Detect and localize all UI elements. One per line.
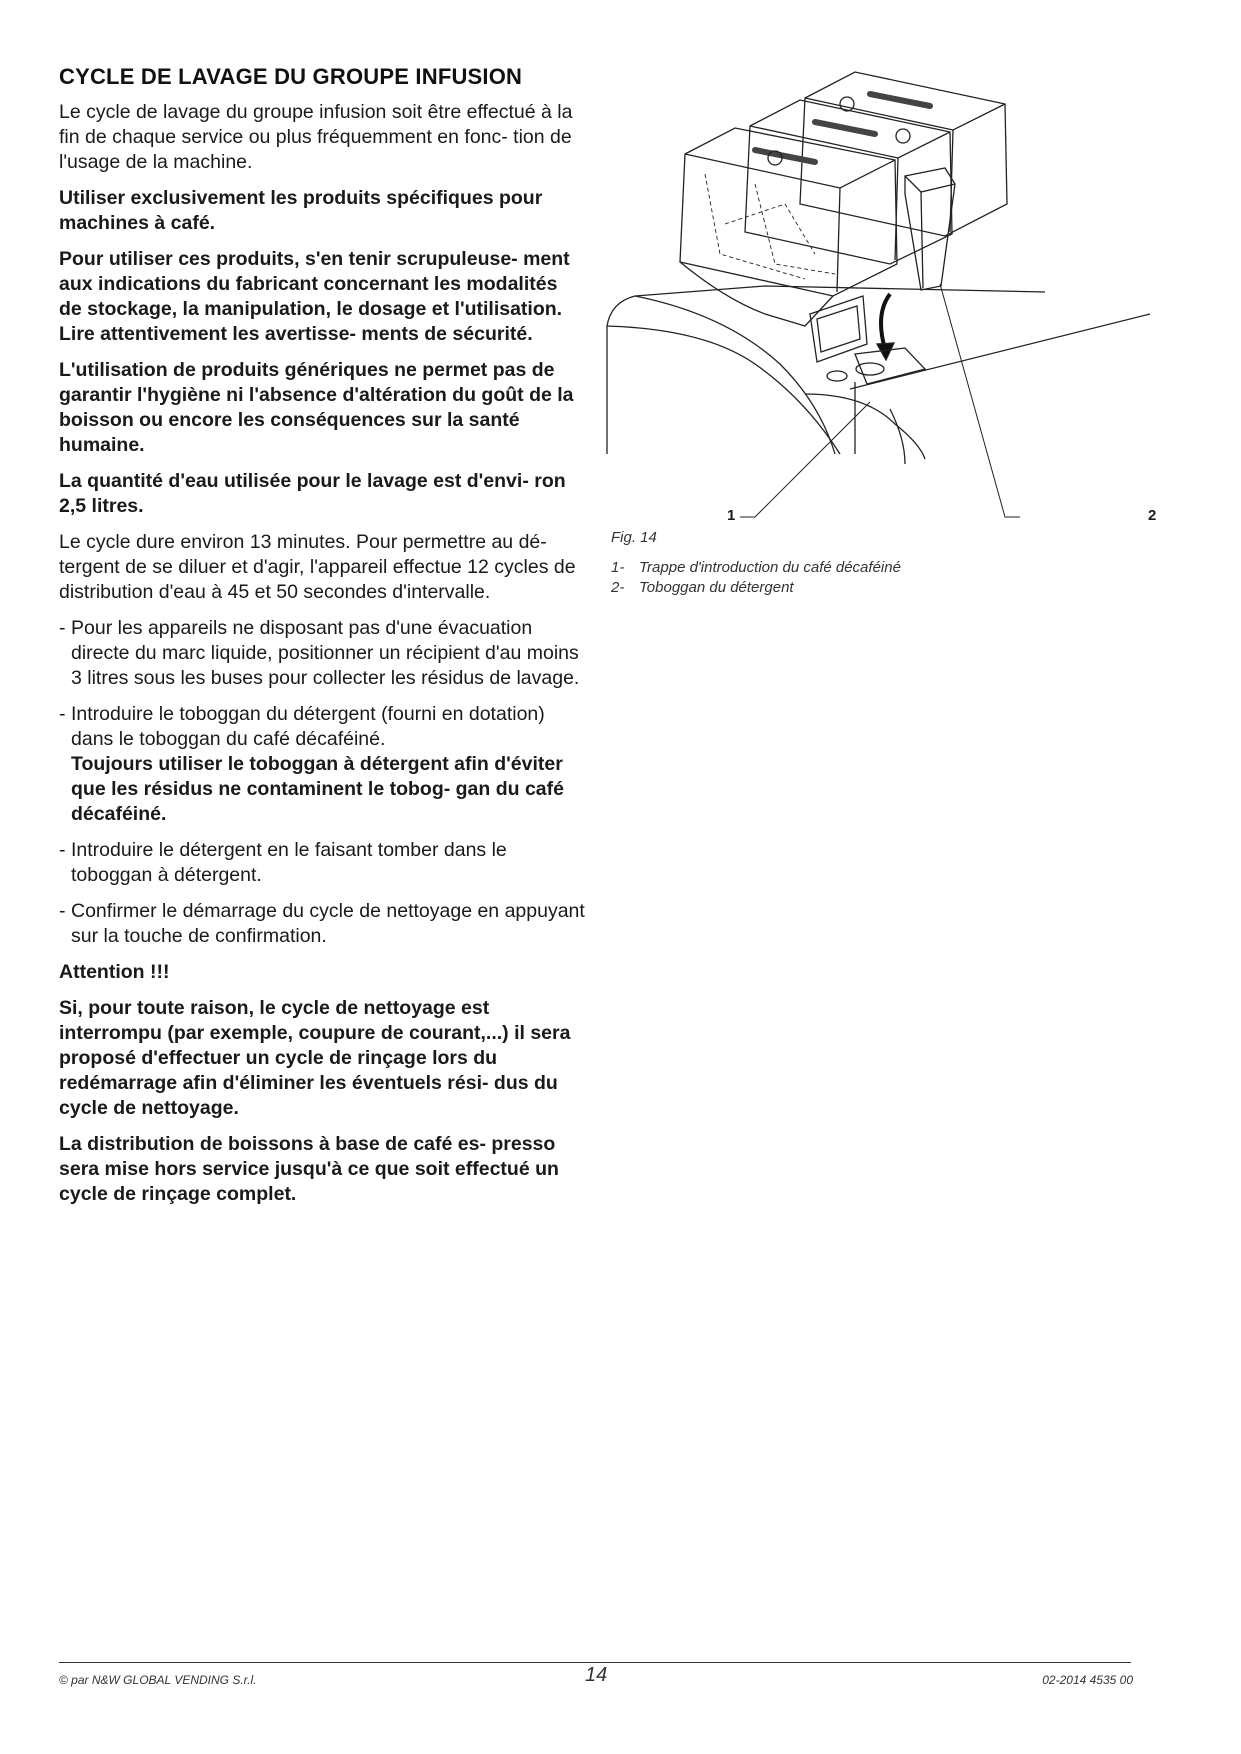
bold-note-generic: L'utilisation de produits génériques ne permet pas de garantir l'hygiène ni l'absence d'altération du goût de la boisson ou encore les conséquences sur la santé humaine.	[59, 359, 574, 456]
machine-illustration	[605, 64, 1165, 546]
figure-caption: Fig. 14	[611, 529, 657, 546]
list-item: - Introduire le détergent en le faisant tomber dans le toboggan à détergent.	[59, 839, 507, 886]
list-item-text: Introduire le toboggan du détergent (fourni en dotation) dans le toboggan du café décaféiné.	[71, 703, 545, 750]
text-column	[59, 64, 585, 1218]
list-item: - Pour les appareils ne disposant pas d'une évacuation directe du marc liquide, positionner un récipient d'au moins 3 litres sous les buses pour collecter les résidus de lavage.	[59, 617, 580, 689]
legend-item: 2- Toboggan du détergent	[611, 579, 794, 596]
warning-espresso: La distribution de boissons à base de café es- presso sera mise hors service jusqu'à ce que soit effectué un cycle de rinçage complet.	[59, 1133, 559, 1205]
page-number: 14	[585, 1664, 608, 1686]
bold-note-water: La quantité d'eau utilisée pour le lavage est d'envi- ron 2,5 litres.	[59, 470, 566, 517]
section-title: CYCLE DE LAVAGE DU GROUPE INFUSION	[59, 64, 523, 89]
bold-note-instructions: Pour utiliser ces produits, s'en tenir scrupuleuse- ment aux indications du fabricant concernant les modalités de stockage, la manipulation, le dosage et l'utilisation. Lire attentivement les avertisse- ments de sécurité.	[59, 248, 570, 345]
legend-item: 1- Trappe d'introduction du café décaféiné	[611, 559, 901, 576]
list-item-strong: Toujours utiliser le toboggan à détergent afin d'éviter que les résidus ne contaminent le tobog- gan du café décaféiné.	[71, 753, 564, 825]
figure-legend	[611, 558, 901, 598]
canister-drawing	[605, 64, 1165, 534]
footer-copyright: © par N&W GLOBAL VENDING S.r.l.	[59, 1673, 257, 1687]
list-item: - Introduire le toboggan du détergent (fourni en dotation) dans le toboggan du café décaféiné. Toujours utiliser le toboggan à détergent afin d'éviter que les résidus ne contaminent le tobog- gan du café décaféiné.	[59, 702, 585, 827]
document-code: 02-2014 4535 00	[1042, 1673, 1133, 1687]
intro-paragraph: Le cycle de lavage du groupe infusion soit être effectué à la fin de chaque service ou plus fréquemment en fonc- tion de l'usage de la machine.	[59, 101, 573, 173]
list-item-text: Introduire le détergent en le faisant tomber dans le toboggan à détergent.	[71, 839, 507, 886]
attention-label: Attention !!!	[59, 961, 170, 983]
callout-2: 2	[1148, 507, 1157, 524]
callout-1: 1	[727, 507, 736, 524]
footer-divider	[59, 1662, 1131, 1663]
list-item-text: Pour les appareils ne disposant pas d'une évacuation directe du marc liquide, positionner un récipient d'au moins 3 litres sous les buses pour collecter les résidus de lavage.	[71, 617, 580, 689]
warning-interrupted: Si, pour toute raison, le cycle de nettoyage est interrompu (par exemple, coupure de courant,...) il sera proposé d'effectuer un cycle de rinçage lors du redémarrage afin d'éliminer les éventuels rési- dus du cycle de nettoyage.	[59, 997, 571, 1119]
list-item-text: Confirmer le démarrage du cycle de nettoyage en appuyant sur la touche de confirmation.	[71, 900, 585, 947]
bold-note-products: Utiliser exclusivement les produits spécifiques pour machines à café.	[59, 187, 543, 234]
list-item: - Confirmer le démarrage du cycle de nettoyage en appuyant sur la touche de confirmation.	[59, 900, 585, 947]
cycle-paragraph: Le cycle dure environ 13 minutes. Pour permettre au dé- tergent de se diluer et d'agir, l'appareil effectue 12 cycles de distribution d'eau à 45 et 50 secondes d'intervalle.	[59, 531, 576, 603]
